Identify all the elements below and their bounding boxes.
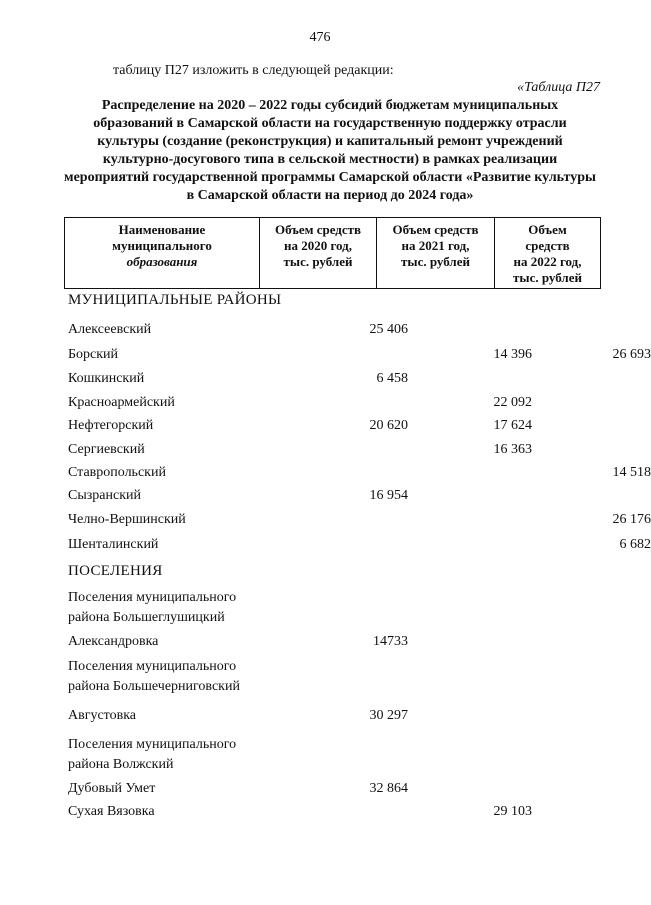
value-2022: 26 176 <box>612 512 651 527</box>
header-2021 <box>376 218 494 288</box>
value-2021: 29 103 <box>493 804 532 819</box>
header-line: Объем средств <box>274 222 362 237</box>
row-name-line: Поселения муниципального <box>68 659 237 674</box>
value-2021: 17 624 <box>493 418 532 433</box>
row-name: Дубовый Умет <box>68 781 156 796</box>
header-line: Наименование <box>118 222 206 237</box>
row-name <box>68 588 236 628</box>
header-line: Объем средств <box>392 222 479 237</box>
table-row <box>68 802 608 842</box>
value-2021: 22 092 <box>493 395 532 410</box>
table-header <box>64 217 601 289</box>
group-row <box>68 657 608 697</box>
row-name: Нефтегорский <box>68 418 154 433</box>
value-2021: 16 363 <box>493 442 532 457</box>
page-number: 476 <box>309 30 331 45</box>
row-name: Ставропольский <box>68 465 166 480</box>
row-name: Сухая Вязовка <box>68 804 155 819</box>
row-name: Августовка <box>68 708 137 723</box>
header-line: тыс. рублей <box>513 270 582 285</box>
row-name-line: района Большечерниговский <box>68 679 240 694</box>
intro-text: таблицу П27 изложить в следующей редакции: <box>113 63 394 78</box>
row-name: Сызранский <box>68 488 141 503</box>
header-line: тыс. рублей <box>283 254 353 269</box>
group-row <box>68 735 608 775</box>
row-name-line: района Волжский <box>68 757 174 772</box>
row-name-line: Поселения муниципального <box>68 590 237 605</box>
value-2020: 32 864 <box>369 781 408 796</box>
row-name: Челно-Вершинский <box>68 512 186 527</box>
row-name-line: района Большеглушицкий <box>68 610 225 625</box>
table-reference: «Таблица П27 <box>517 80 600 95</box>
value-2022: 14 518 <box>612 465 651 480</box>
row-name: Кошкинский <box>68 371 145 386</box>
section-districts: МУНИЦИПАЛЬНЫЕ РАЙОНЫ <box>68 292 282 308</box>
value-2022: 6 682 <box>619 537 651 552</box>
header-line: образования <box>126 254 198 269</box>
row-name: Красноармейский <box>68 395 175 410</box>
row-name-line: Поселения муниципального <box>68 737 237 752</box>
row-name: Борский <box>68 347 119 362</box>
row-name <box>68 735 236 775</box>
header-line: на 2022 год, <box>513 254 582 269</box>
header-line: муниципального <box>112 238 212 253</box>
value-2020: 25 406 <box>369 322 408 337</box>
value-2020: 30 297 <box>369 708 408 723</box>
row-name: Александровка <box>68 634 159 649</box>
row-name: Шенталинский <box>68 537 159 552</box>
header-2022 <box>494 218 600 288</box>
header-municipality <box>65 218 259 288</box>
value-2020: 16 954 <box>369 488 408 503</box>
header-line: тыс. рублей <box>401 254 470 269</box>
header-line: Объем <box>528 222 567 237</box>
value-2021: 14 396 <box>493 347 532 362</box>
header-line: средств <box>525 238 570 253</box>
row-name <box>68 657 240 697</box>
value-2020: 20 620 <box>369 418 408 433</box>
header-2020 <box>259 218 376 288</box>
group-row <box>68 588 608 628</box>
value-2022: 26 693 <box>612 347 651 362</box>
row-name: Алексеевский <box>68 322 152 337</box>
value-2020: 14733 <box>373 634 408 649</box>
row-name: Сергиевский <box>68 442 145 457</box>
section-settlements: ПОСЕЛЕНИЯ <box>68 563 163 579</box>
header-line: на 2020 год, <box>283 238 353 253</box>
document-title: Распределение на 2020 – 2022 годы субсидий бюджетам муниципальных образований в Самарской области на государственную поддержку отрасли культуры (создание (реконструкция) и капитальный ремонт учреждений культурно-досугового типа в сельской местности) в рамках реализации мероприятий государственной программы Самарской области «Развитие культуры в Самарской области на период до 2024 года» <box>64 98 596 203</box>
value-2020: 6 458 <box>376 371 408 386</box>
header-line: на 2021 год, <box>401 238 470 253</box>
